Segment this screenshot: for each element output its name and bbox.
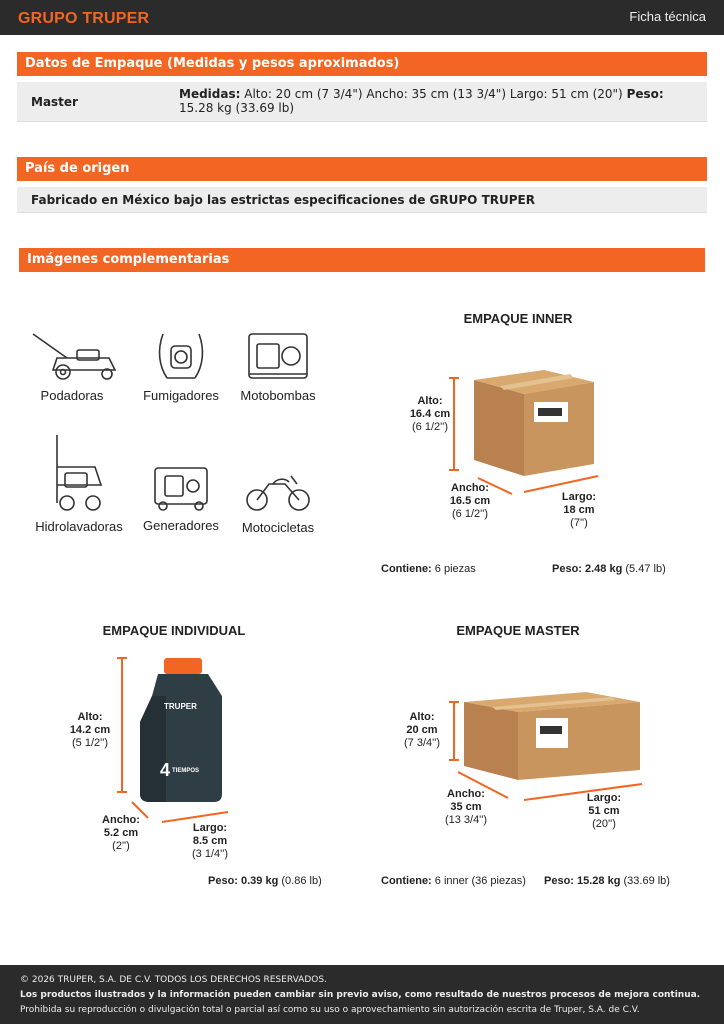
master-alto: Alto: 20 cm (7 3/4'') [404,711,440,749]
top-bar [0,0,724,35]
inner-largo: Largo: 18 cm (7'') [561,491,597,529]
lawn-mower-icon [27,330,119,382]
inner-alto: Alto: 16.4 cm (6 1/2'') [409,395,451,433]
use-label: Motocicletas [241,520,315,535]
use-tile-lawn-mower [27,330,117,403]
sprayer-icon [151,330,211,382]
origin-text: Fabricado en México bajo las estrictas especificaciones de GRUPO TRUPER [31,193,535,207]
use-label: Podadoras [40,388,104,403]
use-label: Hidrolavadoras [35,519,123,534]
packaging-row [17,82,707,122]
packaging-measures [179,87,694,115]
bottle-brand: TRUPER [164,702,197,711]
brand-logo: GRUPO TRUPER [18,10,150,27]
packaging-section-title: Datos de Empaque (Medidas y pesos aproximados) [17,52,707,76]
pressure-washer-icon [49,433,109,513]
individual-ancho: Ancho: 5.2 cm (2'') [102,814,140,852]
individual-alto: Alto: 14.2 cm (5 1/2'') [69,711,111,749]
use-tile-generator [136,460,226,533]
master-pack-title: EMPAQUE MASTER [456,623,580,638]
generator-icon [151,460,211,512]
inner-contains: Contiene: 6 piezas [381,563,476,575]
footer [0,965,724,1024]
use-label: Fumigadores [143,388,219,403]
bottle-stroke-number: 4 [160,760,171,780]
footer-notice: Los productos ilustrados y la información pueden cambiar sin previo aviso, como resultado de nuestros procesos de mejora continua. [20,990,701,1000]
oil-bottle-illustration [110,652,240,830]
footer-rights: Prohibida su reproducción o divulgación total o parcial así como su uso o aprovechamiento sin autorización escrita de Truper, S.A. de C.V. [20,1005,640,1015]
master-ancho: Ancho: 35 cm (13 3/4'') [444,788,488,826]
bottle-stroke-label: TIEMPOS [172,768,200,774]
weight-value: 15.28 kg (33.69 lb) [179,101,295,115]
measures-label: Medidas: [179,87,241,101]
use-label: Generadores [143,518,219,533]
complementary-section-title: Imágenes complementarias [19,248,705,272]
packaging-row-label: Master [31,95,78,109]
document-title: Ficha técnica [629,9,706,24]
origin-row [17,187,707,213]
master-largo: Largo: 51 cm (20'') [586,792,622,830]
use-tile-pressure-washer [34,433,124,534]
master-weight: Peso: 15.28 kg (33.69 lb) [544,875,670,887]
master-contains: Contiene: 6 inner (36 piezas) [381,875,526,887]
weight-label: Peso: [626,87,664,101]
use-tile-water-pump [233,330,323,403]
inner-ancho: Ancho: 16.5 cm (6 1/2'') [449,482,491,520]
measures-value: Alto: 20 cm (7 3/4") Ancho: 35 cm (13 3/4") Largo: 51 cm (20") [240,87,627,101]
individual-pack-title: EMPAQUE INDIVIDUAL [102,623,246,638]
use-tile-motorcycle [233,470,323,535]
inner-weight: Peso: 2.48 kg (5.47 lb) [552,563,666,575]
use-tile-sprayer [136,330,226,403]
use-label: Motobombas [240,388,316,403]
footer-copyright: © 2026 TRUPER, S.A. DE C.V. TODOS LOS DERECHOS RESERVADOS. [20,975,327,985]
water-pump-icon [245,330,311,382]
origin-section-title: País de origen [17,157,707,181]
individual-weight: Peso: 0.39 kg (0.86 lb) [208,875,322,887]
individual-largo: Largo: 8.5 cm (3 1/4'') [192,822,228,860]
inner-pack-title: EMPAQUE INNER [463,311,573,326]
motorcycle-icon [243,470,313,514]
